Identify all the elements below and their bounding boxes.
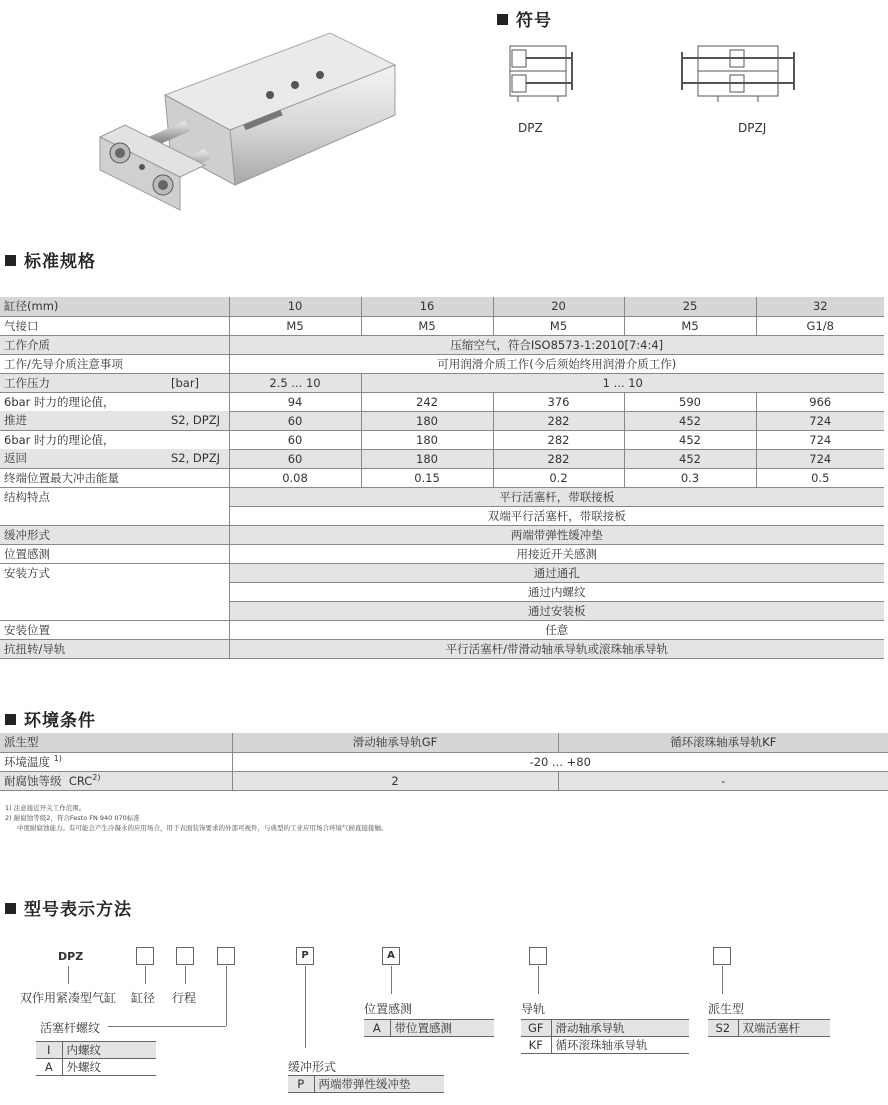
guide-box[interactable] (529, 947, 547, 965)
row-force-return-2: 返回 S2, DPZJ 60 180 282 452 724 (0, 449, 884, 468)
header-25: 25 (624, 297, 756, 316)
symbols-title: 符号 (497, 6, 552, 31)
symbol-dpzj (678, 42, 798, 102)
spec-title: 标准规格 (5, 247, 96, 272)
ordering-stroke: 行程 (172, 991, 197, 1005)
row-structure-1: 结构特点 平行活塞杆，带联接板 (0, 487, 884, 506)
bore-box[interactable] (136, 947, 154, 965)
row-medium-note: 工作/先导介质注意事项 可用润滑介质工作(今后须始终用润滑介质工作) (0, 354, 884, 373)
rod-thread-box[interactable] (217, 947, 235, 965)
header-32: 32 (756, 297, 884, 316)
env-crc-row: 耐腐蚀等级 CRC$^{2)}$ 2 - (0, 771, 888, 790)
spec-table (0, 297, 884, 659)
variant-options: S2 双端活塞杆 (708, 1019, 830, 1037)
guide-title: 导轨 (521, 1002, 546, 1016)
cushion-options: P 两端带弹性缓冲垫 (288, 1075, 444, 1093)
row-position: 安装位置 任意 (0, 620, 884, 639)
env-header-row: 派生型 滑动轴承导轨GF 循环滚珠轴承导轨KF (0, 733, 888, 752)
row-structure-2: 双端平行活塞杆，带联接板 (0, 506, 884, 525)
row-pressure: 工作压力 [bar] 2.5 ... 10 1 ... 10 (0, 373, 884, 392)
row-force-push-2: 推进 S2, DPZJ 60 180 282 452 724 (0, 411, 884, 430)
rod-thread-title: 活塞杆螺纹 (40, 1021, 101, 1035)
header-20: 20 (493, 297, 624, 316)
cushion-title: 缓冲形式 (288, 1060, 337, 1074)
row-mounting-2: 通过内螺纹 (0, 582, 884, 601)
product-image (95, 25, 415, 225)
ordering-bore: 缸径 (131, 991, 156, 1005)
variant-box[interactable] (713, 947, 731, 965)
ordering-desc: 双作用紧凑型气缸 (20, 991, 117, 1005)
header-10: 10 (229, 297, 361, 316)
row-cushion: 缓冲形式 两端带弹性缓冲垫 (0, 525, 884, 544)
env-title: 环境条件 (5, 706, 96, 731)
stroke-box[interactable] (176, 947, 194, 965)
ordering-prefix: DPZ (58, 950, 84, 963)
row-mounting-3: 通过安装板 (0, 601, 884, 620)
spec-header-row (0, 297, 884, 316)
variant-title: 派生型 (708, 1002, 745, 1016)
symbol-label-dpz: DPZ (518, 121, 543, 135)
env-temp-row: 环境温度 $^{1)}$ -20 ... +80 (0, 752, 888, 771)
row-port: 气接口 M5 M5 M5 M5 G1/8 (0, 316, 884, 335)
header-16: 16 (361, 297, 493, 316)
symbol-dpz (498, 42, 578, 102)
sensing-title: 位置感测 (364, 1002, 413, 1016)
guide-options: GF 滑动轴承导轨 KF 循环滚珠轴承导轨 (521, 1019, 689, 1054)
ordering-title: 型号表示方法 (5, 895, 132, 920)
sensing-options: A 带位置感测 (364, 1019, 494, 1037)
footnotes: 1) 注意接近开关工作范围。 2) 耐腐蚀等级2，符合Festo FN 940 070标准 中度耐腐蚀能力。有可能会产生冷凝水的应用场合，用于表面装饰要求的外部可视件，与典型的工业应用场合环境气候直接接触。 (5, 804, 388, 832)
row-force-push-1: 6bar 时力的理论值， 94 242 376 590 966 (0, 392, 884, 411)
row-mounting-1: 安装方式 通过通孔 (0, 563, 884, 582)
symbol-label-dpzj: DPZJ (738, 121, 767, 135)
row-impact: 终端位置最大冲击能量 0.08 0.15 0.2 0.3 0.5 (0, 468, 884, 487)
row-medium: 工作介质 压缩空气，符合ISO8573-1:2010[7:4:4] (0, 335, 884, 354)
row-anti-rotation: 抗扭转/导轨 平行活塞杆/带滑动轴承导轨或滚珠轴承导轨 (0, 639, 884, 658)
env-table (0, 733, 888, 791)
row-sensing: 位置感测 用接近开关感测 (0, 544, 884, 563)
cushion-box[interactable]: P (296, 947, 314, 965)
rod-thread-options: I 内螺纹 A 外螺纹 (36, 1041, 156, 1076)
row-force-return-1: 6bar 时力的理论值， 60 180 282 452 724 (0, 430, 884, 449)
sensing-box[interactable]: A (382, 947, 400, 965)
header-bore: 缸径(mm) (0, 297, 229, 316)
